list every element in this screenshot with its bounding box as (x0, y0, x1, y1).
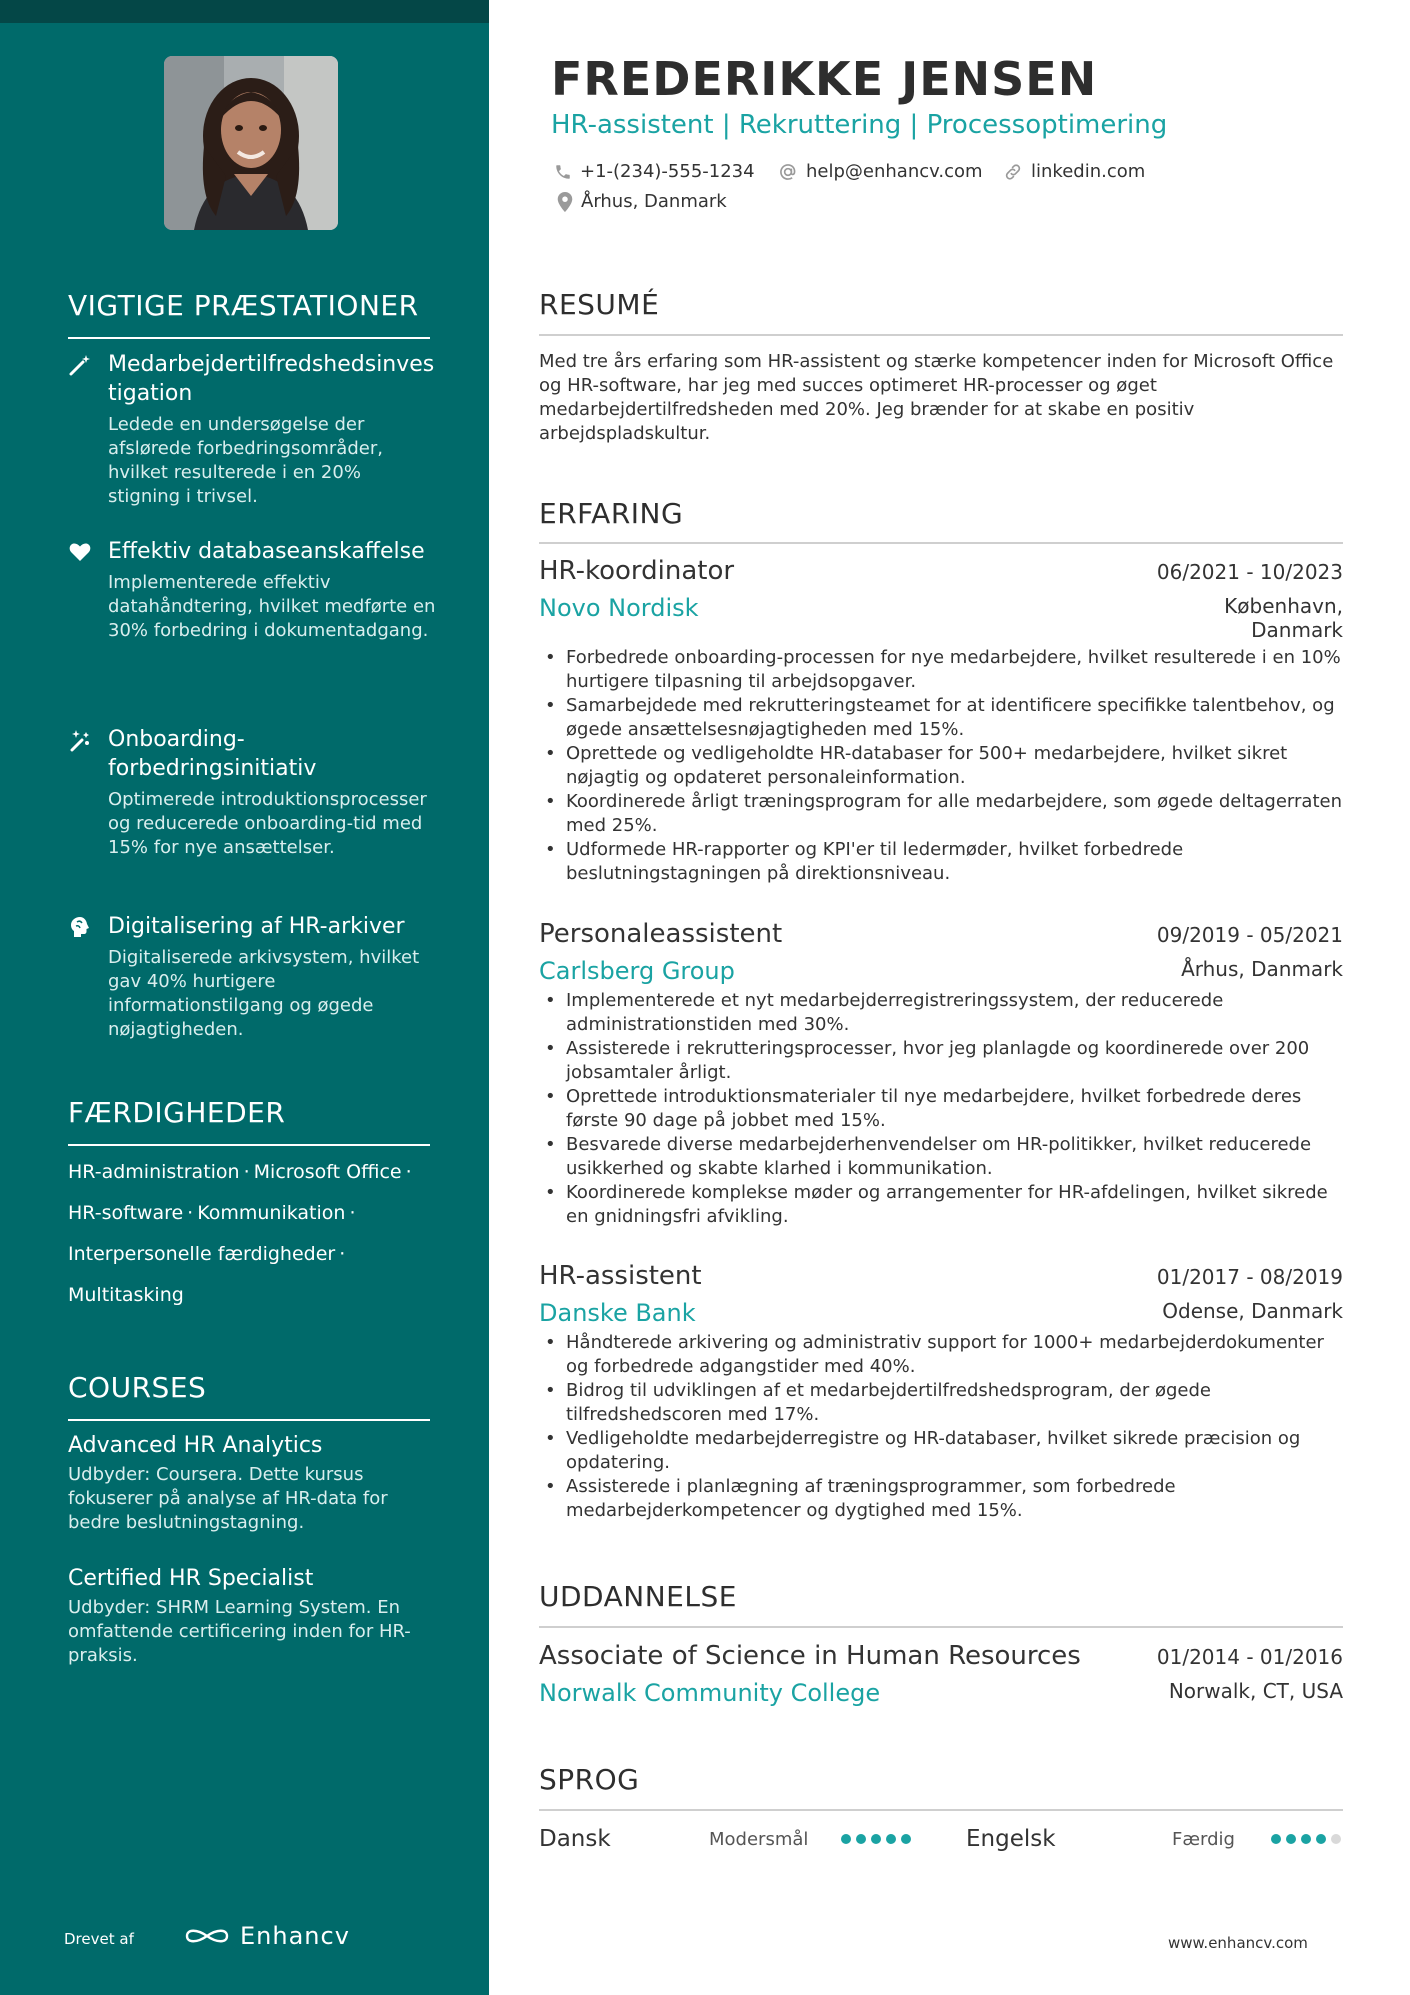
powered-by-label: Drevet af (64, 1930, 134, 1948)
languages-divider (539, 1809, 1343, 1811)
job-bullet: • Udformede HR-rapporter og KPI'er til ledermøder, hvilket forbedrede beslutningstagningen på direktionsniveau. (539, 838, 1343, 886)
sidebar-top-bar (0, 0, 489, 23)
achievement-title: Medarbejdertilfredshedsinvestigation (108, 352, 435, 406)
education-dates: 01/2014 - 01/2016 (1156, 1645, 1343, 1669)
job-bullet: • Implementerede et nyt medarbejderregistreringssystem, der reducerede administrationstiden med 30%. (539, 989, 1343, 1037)
enhancv-logo[interactable] (184, 1922, 350, 1950)
link-icon (1003, 162, 1023, 182)
magic-sparkle-icon (68, 728, 92, 752)
achievement-description: Ledede en undersøgelse der afslørede forbedringsområder, hvilket resulterede i en 20% stigning i trivsel. (108, 414, 383, 507)
languages-title: SPROG (539, 1763, 640, 1796)
job-dates: 09/2019 - 05/2021 (1156, 923, 1343, 947)
job-bullet: • Koordinerede årligt træningsprogram for alle medarbejdere, som øgede deltagerraten med 25%. (539, 790, 1343, 838)
job-bullets (539, 989, 1343, 1229)
rating-dot (841, 1834, 851, 1844)
skills-divider (68, 1144, 430, 1146)
language-rating (1271, 1834, 1341, 1844)
job-bullet: • Vedligeholdte medarbejderregistre og HR-databaser, hvilket sikrede præcision og opdatering. (539, 1427, 1343, 1475)
rating-dot (1301, 1834, 1311, 1844)
job-location: Odense, Danmark (1162, 1299, 1343, 1323)
job-bullet: • Bidrog til udviklingen af et medarbejdertilfredshedsprogram, der øgede tilfredshedscoren med 17%. (539, 1379, 1343, 1427)
job-bullets (539, 646, 1343, 886)
enhancv-logo-icon (184, 1924, 230, 1948)
brand-name: Enhancv (240, 1922, 350, 1950)
job-location: Århus, Danmark (1181, 957, 1343, 981)
job-dates: 06/2021 - 10/2023 (1156, 560, 1343, 584)
contact-email[interactable] (778, 161, 983, 182)
job-title: HR-assistent (539, 1261, 702, 1291)
skills-title: FÆRDIGHEDER (68, 1096, 286, 1129)
job-title: HR-koordinator (539, 556, 735, 586)
job-dates: 01/2017 - 08/2019 (1156, 1265, 1343, 1289)
achievement-item (68, 350, 438, 509)
language-item (966, 1826, 1343, 1852)
rating-dot (901, 1834, 911, 1844)
sidebar (0, 0, 489, 1995)
job-entry (539, 919, 1343, 1229)
education-title: UDDANNELSE (539, 1580, 737, 1613)
course-title: Certified HR Specialist (68, 1566, 314, 1591)
job-entry (539, 1261, 1343, 1523)
rating-dot (1271, 1834, 1281, 1844)
job-bullet: • Besvarede diverse medarbejderhenvendelser om HR-politikker, hvilket reducerede usikkerhed og skabte klarhed i kommunikation. (539, 1133, 1343, 1181)
candidate-name: FREDERIKKE JENSEN (551, 52, 1098, 106)
skill-item: HR-software (68, 1202, 184, 1224)
headline: HR-assistent | Rekruttering | Processoptimering (551, 110, 1168, 140)
rating-dot (1286, 1834, 1296, 1844)
achievement-description: Digitaliserede arkivsystem, hvilket gav 40% hurtigere informationstilgang og øgede nøjagtigheden. (108, 947, 420, 1040)
email-text: help@enhancv.com (806, 161, 983, 182)
course-title: Advanced HR Analytics (68, 1433, 323, 1458)
footer-url[interactable]: www.enhancv.com (1168, 1934, 1308, 1952)
rating-dot (1316, 1834, 1326, 1844)
school-name: Norwalk Community College (539, 1679, 881, 1707)
language-name: Engelsk (966, 1826, 1056, 1852)
rating-dot (886, 1834, 896, 1844)
experience-divider (539, 542, 1343, 544)
profile-photo (164, 56, 338, 230)
skills-list (68, 1152, 430, 1316)
achievement-title: Effektiv databaseanskaffelse (108, 539, 425, 564)
language-item (539, 1826, 915, 1852)
company-name: Novo Nordisk (539, 594, 699, 622)
skills-line (68, 1275, 430, 1316)
achievement-item (68, 537, 438, 643)
skills-line: HR-administration · Microsoft Office · (68, 1161, 412, 1183)
job-bullet: • Oprettede introduktionsmaterialer til nye medarbejdere, hvilket forbedrede deres første 90 dage på jobbet med 15%. (539, 1085, 1343, 1133)
degree-title: Associate of Science in Human Resources (539, 1641, 1081, 1671)
phone-text: +1-(234)-555-1234 (580, 161, 755, 182)
location-pin-icon (557, 192, 573, 212)
brain-icon (68, 915, 92, 939)
location-text: Århus, Danmark (581, 191, 727, 212)
rating-dot (856, 1834, 866, 1844)
achievement-title: Onboarding-forbedringsinitiativ (108, 727, 317, 781)
rating-dot (871, 1834, 881, 1844)
at-icon (778, 162, 798, 182)
company-name: Carlsberg Group (539, 957, 735, 985)
job-entry (539, 556, 1343, 886)
skills-line: Interpersonelle færdigheder · (68, 1243, 346, 1265)
rating-dot (1331, 1834, 1341, 1844)
magic-wand-icon (68, 353, 92, 377)
courses-divider (68, 1419, 430, 1421)
achievement-title: Digitalisering af HR-arkiver (108, 914, 405, 939)
summary-text: Med tre års erfaring som HR-assistent og stærke kompetencer inden for Microsoft Office og HR-software, har jeg med succes optimeret HR-processer og øget medarbejdertilfredsheden med 20%. Jeg brænder for at skabe en positiv arbejdspladskultur. (539, 351, 1334, 444)
contact-linkedin[interactable] (1003, 161, 1145, 182)
achievement-description: Implementerede effektiv datahåndtering, hvilket medførte en 30% forbedring i dokumentadgang. (108, 572, 436, 641)
experience-title: ERFARING (539, 497, 684, 530)
language-name: Dansk (539, 1826, 611, 1852)
job-bullet: • Koordinerede komplekse møder og arrangementer for HR-afdelingen, hvilket sikrede en gnidningsfri afvikling. (539, 1181, 1343, 1229)
education-divider (539, 1626, 1343, 1628)
course-description: Udbyder: SHRM Learning System. En omfattende certificering inden for HR-praksis. (68, 1597, 411, 1666)
school-location: Norwalk, CT, USA (1168, 1679, 1343, 1703)
courses-title: COURSES (68, 1371, 207, 1404)
skill-item: Microsoft Office (253, 1161, 402, 1183)
language-level: Modersmål (709, 1828, 809, 1850)
education-entry (539, 1641, 1343, 1707)
skill-item: HR-administration (68, 1161, 240, 1183)
language-level: Færdig (1172, 1828, 1235, 1850)
job-bullet: • Forbedrede onboarding-processen for nye medarbejdere, hvilket resulterede i en 10% hurtigere tilpasning til arbejdsopgaver. (539, 646, 1343, 694)
contact-phone[interactable] (554, 161, 755, 182)
achievement-item (68, 725, 438, 860)
skills-line: HR-software · Kommunikation · (68, 1202, 356, 1224)
linkedin-text: linkedin.com (1031, 161, 1146, 182)
skill-item: Kommunikation (197, 1202, 346, 1224)
achievements-divider (68, 337, 430, 339)
job-bullet: • Assisterede i planlægning af træningsprogrammer, som forbedrede medarbejderkompetencer og dygtighed med 15%. (539, 1475, 1343, 1523)
contact-location (557, 191, 727, 212)
job-bullet: • Samarbejdede med rekrutteringsteamet for at identificere specifikke talentbehov, og øgede ansættelsesnøjagtigheden med 15%. (539, 694, 1343, 742)
job-title: Personaleassistent (539, 919, 783, 949)
job-bullet: • Håndterede arkivering og administrativ support for 1000+ medarbejderdokumenter og forbedrede adgangstider med 40%. (539, 1331, 1343, 1379)
language-rating (841, 1834, 911, 1844)
phone-icon (554, 163, 572, 181)
achievement-item (68, 912, 438, 1042)
achievements-title: VIGTIGE PRÆSTATIONER (68, 289, 419, 322)
summary-divider (539, 334, 1343, 336)
course-item (68, 1564, 430, 1668)
company-name: Danske Bank (539, 1299, 696, 1327)
summary-title: RESUMÉ (539, 288, 660, 321)
achievement-description: Optimerede introduktionsprocesser og reducerede onboarding-tid med 15% for nye ansættelser. (108, 789, 427, 858)
skill-item: Multitasking (68, 1284, 184, 1306)
course-description: Udbyder: Coursera. Dette kursus fokuserer på analyse af HR-data for bedre beslutningstagning. (68, 1464, 388, 1533)
job-bullets (539, 1331, 1343, 1523)
course-item (68, 1431, 430, 1535)
heart-icon (68, 540, 92, 564)
job-location: København, Danmark (1224, 594, 1343, 642)
job-bullet: • Oprettede og vedligeholdte HR-databaser for 500+ medarbejdere, hvilket sikret nøjagtig og opdateret personaleinformation. (539, 742, 1343, 790)
skill-item: Interpersonelle færdigheder (68, 1243, 336, 1265)
job-bullet: • Assisterede i rekrutteringsprocesser, hvor jeg planlagde og koordinerede over 200 jobsamtaler årligt. (539, 1037, 1343, 1085)
